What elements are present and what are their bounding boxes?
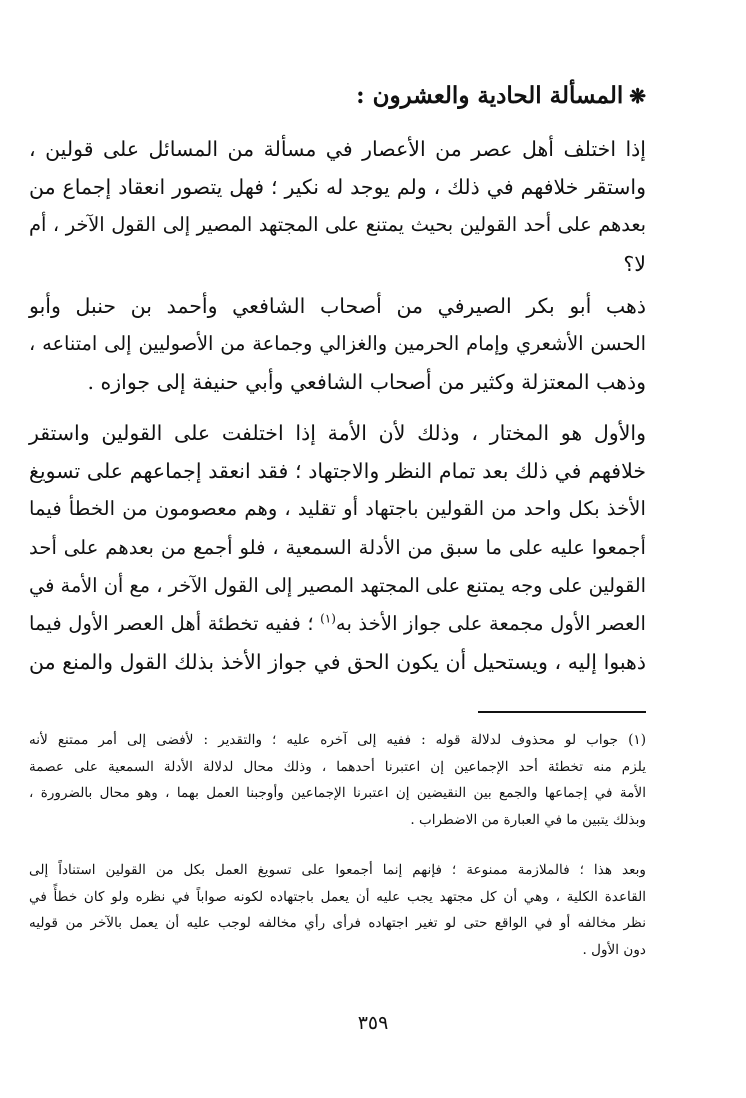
star-ornament-icon: ❋: [629, 84, 646, 108]
paragraph-line: ذهب أبو بكر الصيرفي من أصحاب الشافعي وأحمد بن حنبل وأبو: [29, 294, 646, 318]
footnote-separator: [478, 711, 646, 713]
paragraph-line: الحسن الأشعري وإمام الحرمين والغزالي وجماعة من الأصوليين إلى امتناعه ،: [29, 332, 646, 356]
section-heading: [86, 78, 646, 114]
paragraph-line: وذهب المعتزلة وكثير من أصحاب الشافعي وأبي حنيفة إلى جوازه .: [87, 370, 646, 395]
page-number: ٣٥٩: [357, 1012, 389, 1034]
footnote-line: القاعدة الكلية ، وهي أن كل مجتهد يجب عليه أن يعمل باجتهاده لكونه صواباً في نظره ولو كان خطأً في: [29, 888, 646, 905]
paragraph-line-with-footnote: [29, 605, 646, 643]
footnote-line: وبعد هذا ؛ فالملازمة ممنوعة ؛ فإنهم إنما أجمعوا على تسويغ العمل بكل من القولين استناداً إلى: [29, 862, 646, 878]
footnote-line: وبذلك يتبين ما في العبارة من الاضطراب .: [410, 811, 646, 828]
paragraph-line: خلافهم في ذلك بعد تمام النظر والاجتهاد ؛ فقد انعقد إجماعهم على تسويغ: [29, 459, 646, 484]
paragraph-line: الأخذ بكل واحد من القولين باجتهاد أو تقليد ، وهم معصومون من الخطأ فيما: [29, 497, 646, 521]
footnote-continuation: [29, 857, 646, 963]
footnote-line: دون الأول .: [582, 941, 646, 958]
footnote-line: يلزم منه تخطئة أحد الإجماعين إن اعتبرنا أحدهما ، وذلك محال لدلالة الأدلة السمعية على عصمة: [29, 758, 646, 775]
footnote-1: [29, 727, 646, 833]
paragraph-3: [29, 414, 646, 681]
footnote-line: نظر مخالفه أو في الواقع حتى لو تغير اجتهاده فرأى رأي مخالفه لوجب عليه أن يعمل بالآخر من قوليه: [29, 915, 646, 932]
footnote-line: (١) جواب لو محذوف لدلالة قوله : ففيه إلى آخره عليه ؛ والتقدير : لأفضى إلى أمر ممتنع لأنه: [29, 732, 646, 748]
paragraph-1: [29, 130, 646, 283]
paragraph-line: القولين على وجه يمتنع على المجتهد المصير إلى القول الآخر ، مع أن الأمة في: [29, 573, 646, 597]
paragraph-line: إذا اختلف أهل عصر من الأعصار في مسألة من المسائل على قولين ،: [29, 137, 646, 161]
paragraph-2: [29, 287, 646, 402]
paragraph-line: والأول هو المختار ، وذلك لأن الأمة إذا اختلفت على القولين واستقر: [29, 421, 646, 445]
section-heading-text: المسألة الحادية والعشرون :: [356, 82, 624, 109]
paragraph-line: أجمعوا عليه على ما سبق من الأدلة السمعية ، فلو أجمع من بعدهم على أحد: [29, 535, 646, 559]
paragraph-line-start: العصر الأول مجمعة على جواز الأخذ به: [335, 612, 646, 636]
paragraph-line: لا؟: [623, 251, 646, 276]
paragraph-line: بعدهم على أحد القولين بحيث يمتنع على المجتهد المصير إلى القول الآخر ، أم: [29, 213, 646, 237]
paragraph-line-end: ؛ ففيه تخطئة أهل العصر الأول فيما: [29, 612, 314, 636]
paragraph-line: ذهبوا إليه ، ويستحيل أن يكون الحق في جواز الأخذ بذلك القول والمنع من: [29, 650, 646, 675]
footnote-line: الأمة في إجماعها والجمع بين النقيضين إن اعتبرنا الإجماعين وأوجبنا العمل بهما ، وهو محال بالضرورة ،: [29, 785, 646, 802]
paragraph-line: واستقر خلافهم في ذلك ، ولم يوجد له نكير ؛ فهل يتصور انعقاد إجماع من: [29, 175, 646, 200]
footnote-reference[interactable]: (١): [320, 611, 336, 626]
